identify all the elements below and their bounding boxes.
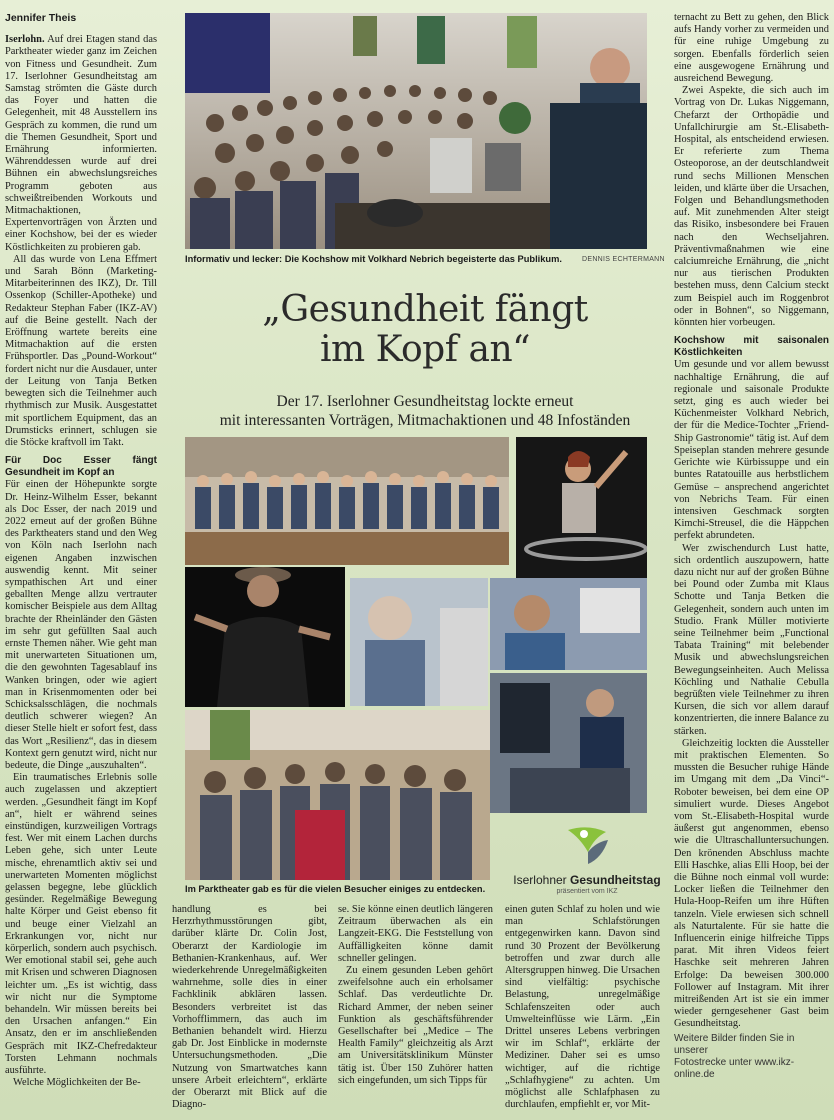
subheading-kochshow: Kochshow mit saisonalen Köstlichkeiten [674, 335, 829, 358]
paragraph: se. Sie könne einen deutlich längeren Zeitraum überwachen als ein Langzeit-EKG. Die Feststellung von Auffälligkeiten könne damit schneller gelingen. [338, 904, 493, 964]
photo-visitors [185, 710, 490, 880]
article-column-4 [505, 904, 660, 1111]
photo-hula-hoop [516, 437, 647, 585]
article-column-3 [338, 904, 493, 1087]
gallery-link[interactable]: Fotostrecke unter www.ikz-online.de [674, 1056, 795, 1080]
event-logo [512, 824, 662, 894]
author-byline: Jennifer Theis [5, 12, 77, 24]
headline: „Gesundheit fängt im Kopf an“ [262, 289, 588, 370]
photo-cooking-show [185, 13, 647, 249]
subheading-doc-esser: Für Doc Esser fängt Gesundheit im Kopf an [5, 455, 157, 478]
paragraph: Wer zwischendurch Lust hatte, sich ordentlich auszupowern, hatte dazu nicht nur auf der großen Bühne bei Pound oder Zumba mit Klaus Schotte und Tanja Betken die Gelegenheit, sondern auch unten im Studio. Frank Müller motivierte seine Teilnehmer beim „Functional Tabata Training“ mit belebender Musik und abwechslungsreichen Bewegungseinheiten. Auch Melissa Köchling und Nathalie Cebulla begrüßten viele Teilnehmer zu ihren Kursen, die sich vor allem darauf konzentrierten, die innere Balance zu stärken. [674, 542, 829, 737]
subheadline: Der 17. Iserlohner Gesundheitstag lockte erneut mit interessanten Vorträgen, Mitmachaktionen und 48 Infoständen [219, 393, 631, 429]
intro-paragraph: Iserlohn. Auf drei Etagen stand das Parktheater wieder ganz im Zeichen von Fitness und Gesundheit. Zum 17. Iserlohner Gesundheitstag am Samstag strömten die Gäste durch das Foyer und hatten die Gelegenheit, mit 48 Ausstellern ins Gespräch zu kommen, die rund um die Themen Gesundheit, Sport und Ernährung informierten. Währenddessen wurde auf drei Bühnen ein abwechslungsreiches Programm geboten aus schweißtreibenden Workouts und Mitmachaktionen, Expertenvorträgen von Ärzten und einer Kochshow, bei der es wieder Köstlichkeiten zu probieren gab. [5, 34, 157, 253]
photo-doc-esser [185, 567, 345, 707]
logo-title: Iserlohner Gesundheitstag [513, 873, 661, 887]
paragraph: Für einen der Höhepunkte sorgte Dr. Heinz-Wilhelm Esser, bekannt als Doc Esser, der nach 2019 und 2022 erneut auf der großen Bühne des Parktheaters stand und den Weg von Köln nach Iserlohn nach eigenen Angaben inzwischen auswendig kennt. Mit seiner sympathischen Art und einer geballten Menge allzu vertrauter komischer Beispiele aus dem Alltag brachte der Rheinländer den Gästen im sehr gut gefüllten Saal auch ernste Themen näher. Wie geht man mit unerwarteten Situationen um, die den gewohnten Tagesablauf ins Wanken bringen, oder wie agiert man in Krisenmomenten oder bei Schicksalsschlägen, die nochmals deutlich schwerer wiegen? An dieser Stelle hielt er sofort fest, dass das Wort „Resilienz“, das in diesem Kontext gern genutzt wird, nicht nur bedeute, die Dinge „auszuhalten“. [5, 479, 157, 771]
photo-ultrasound [490, 578, 647, 670]
photo-stage-group [185, 437, 509, 565]
paragraph: Um gesunde und vor allem bewusst nachhaltige Ernährung, die auf regionale und saisonale Produkte setzt, ging es auch wieder bei Küchenmeister Volkhard Nebrich, der für die Medice-Tochter „Friend-Ship Gastronomie“ tätig ist. Auf dem Speiseplan standen mehrere gesunde Gerichte wie Kürbissuppe und ein buntes Ratatouille aus herbstlichem Gemüse – ansprechend angerichtet von Nebrichs Team. Für einen intensiven Geschmack sorgten Kimchi-Streusel, die die Häppchen perfekt abrundeten. [674, 359, 829, 542]
paragraph: Ein traumatisches Erlebnis solle auch zugelassen und akzeptiert werden. „Gesundheit fängt im Kopf an“, hielt er während seines einstündigen, kurzweiligen Vortrags fest. Wer mit einem Lachen durchs Leben gehe, sich unter Leute mische, ehrenamtlich aktiv sei und unerwarteten Momenten möglichst gelassen begegne, lebe glücklich gesünder. Regelmäßige Bewegung halte Körper und Geist ebenso fit und beuge einer Vielzahl an Erkrankungen vor, nicht nur körperlich, sondern auch psychisch. Wer emotional stabil sei, gehe auch mit Krisen und schweren Diagnosen leichter um. „Es ist wichtig, dass wir nicht nur die Symptome behandeln. Wir müssen bereits bei den Ursachen anfangen.“ Ein Ansatz, den er im anschließenden Gespräch mit IKZ-Chefredakteur Torsten Lehmann nochmals ausführte. [5, 772, 157, 1077]
photo-caption-top: Informativ und lecker: Die Kochshow mit Volkhard Nebrich begeisterte das Publikum. [185, 254, 562, 264]
paragraph: Gleichzeitig lockten die Aussteller mit praktischen Elementen. So mussten die Besucher ruhige Hände im Umgang mit dem „Da Vinci“-Roboter beweisen, bei dem eine OP simuliert wurde. Dieses Angebot vom St.-Elisabeth-Hospital wurde äußerst gut angenommen, ebenso wie die Ultraschalluntersuchungen. Den krönenden Abschluss machte Elli Haschke, alias Elli Hoop, bei der die Bühne noch einmal voll wurde: Locker ließen die Teilnehmer den Hula-Hoop-Reifen um ihre Hüften tanzeln. Viele erwiesen sich schnell als Naturtalente. Für sie hatte die Influencerin einige hilfreiche Tipps parat. Mit ihren Videos feiert Haschke seit mehreren Jahren Erfolge: Da beweisen 300.000 Follower auf Instagram. Mit ihrer mitreißenden Art ist sie ein immer wieder gerngesehener Gast beim Gesundheitstag. [674, 737, 829, 1030]
photo-gallery-note: Weitere Bilder finden Sie in unserer Fotostrecke unter www.ikz-online.de [674, 1033, 829, 1081]
article-column-1 [5, 12, 157, 1089]
photo-caption-bottom: Im Parktheater gab es für die vielen Besucher einiges zu entdecken. [185, 884, 486, 894]
logo-subtitle: präsentiert vom IKZ [556, 888, 618, 895]
paragraph: handlung es bei Herzrhythmusstörungen gibt, darüber klärte Dr. Colin Jost, Oberarzt der Kardiologie im Bethanien-Krankenhaus, auf. Wer wiederkehrende Unregelmäßigkeiten wahrnehme, solle dies in einer Fachklinik abklären lassen. Besonders verbreitet ist das Vorhofflimmern, das auch im Bethanien behandelt wird. Hierzu gab Dr. Jost Einblicke in modernste Untersuchungsmethoden. „Die Nutzung von Smartwatches kann unsere Arbeit erleichtern“, erklärte der Oberarzt mit Blick auf die Diagno- [172, 904, 327, 1111]
dateline: Iserlohn. [5, 34, 45, 46]
paragraph: Welche Möglichkeiten der Be- [13, 1077, 141, 1089]
paragraph: Zwei Aspekte, die sich auch im Vortrag von Dr. Lukas Niggemann, Chefarzt der Orthopädie und Unfallchirurgie am St.-Elisabeth-Hospital, als entscheidend erwiesen. Er referierte zum Thema Osteoporose, an der deutschlandweit rund sechs Millionen Menschen leiden, und klärte über die Ursachen, Folgen und Behandlungsmethoden auf. Mit zunehmenden Alter steigt das Risiko, insbesondere bei Frauen nach den Wechseljahren. Präventivmaßnahmen wie eine calciumreiche Ernährung, die „nicht nur aus tierischen Produkten bestehen muss, denn Calcium steckt zum Beispiel auch im Roggenbrot oder in Bohnen“, so Niggemann, könnten hier vorbeugen. [674, 85, 829, 329]
photo-consultation [350, 578, 488, 706]
photo-davinci-robot [490, 673, 647, 813]
health-day-logo-icon [564, 824, 610, 866]
paragraph: ternacht zu Bett zu gehen, den Blick aufs Handy vorher zu vermeiden und für eine ruhige Umgebung zu sorgen. Ebenfalls förderlich seien eine ausgewogene Ernährung und ausreichend Bewegung. [674, 12, 829, 85]
article-column-5 [674, 12, 829, 1081]
article-column-2 [172, 904, 327, 1111]
paragraph: All das wurde von Lena Effmert und Sarah Bönn (Marketing-Mitarbeiterinnen des IKZ), Dr. Till Ossenkop (Schiller-Apotheke) und Redakteur Stephan Faber (IKZ-AV) auf die Beine gestellt. Nach der Eröffnung wartete bereits eine Mitmachaktion auf die ersten Frühsportler. Das „Pound-Workout“ fordert nicht nur die Ausdauer, unter der Leitung von Tanja Betken bewegten sich die Teilnehmer auch rhythmisch zur Musik. Ausgestattet mit sportlichem Equipment, das an Drumsticks erinnert, schlugen sie die Stöcke kraftvoll im Takt. [5, 253, 157, 448]
paragraph: einen guten Schlaf zu holen und wie man Schlafstörungen entgegenwirken kann. Davon sind rund 30 Prozent der Bevölkerung betroffen und zwar durch alle Altersgruppen hinweg. Die Ursachen sind vielfältig: psychische Belastung, unregelmäßige Schlafenszeiten oder auch Umwelteinflüsse wie Lärm. „Ein Drittel unseres Lebens verbringen wir im Schlaf“, erklärte der Mediziner. Daher sei es umso wichtiger, auf die richtige „Schlafhygiene“ zu achten. Um möglichst alle Schlafphasen zu durchlaufen, empfiehlt er, vor Mit- [505, 904, 660, 1111]
paragraph: Zu einem gesunden Leben gehört zweifelsohne auch ein erholsamer Schlaf. Das verdeutlichte Dr. Richard Ammer, der neben seiner Funktion als geschäftsführender Gesellschafter bei „Medice – The Health Family“ gleichzeitig als Arzt am Universitätsklinikum Münster tätig ist. Über 150 Zuhörer hatten sich eingefunden, um sich Tipps für [338, 965, 493, 1086]
photo-credit: DENNIS ECHTERMANN [582, 256, 665, 263]
